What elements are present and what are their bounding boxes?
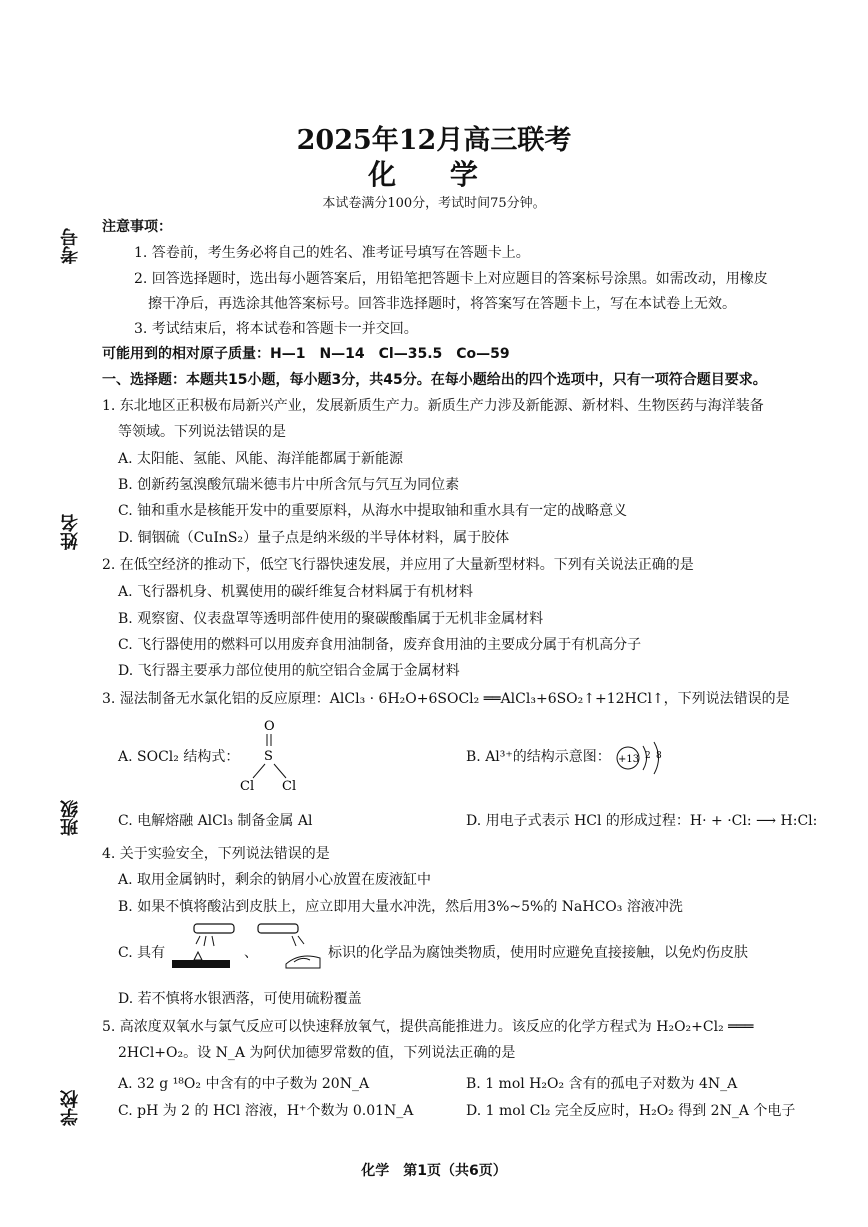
struct-atom-o: O xyxy=(264,719,275,734)
option-d: D. 若不慎将水银洒落，可使用硫粉覆盖 xyxy=(118,991,362,1007)
corrosive-surface-icon xyxy=(170,922,240,970)
option-b: B. 创新药氢溴酸氘瑞米德韦片中所含氘与氕互为同位素 xyxy=(118,477,460,493)
al3-ion-diagram xyxy=(612,738,672,778)
nucleus-charge: +13 xyxy=(618,754,640,765)
notice-item: 擦干净后，再选涂其他答案标号。回答非选择题时，将答案写在答题卡上，写在本试卷上无效。 xyxy=(148,296,736,312)
option-b: B. 观察窗、仪表盘罩等透明部件使用的聚碳酸酯属于无机非金属材料 xyxy=(118,611,544,627)
side-label-name: 姓名 xyxy=(60,514,81,550)
notice-heading: 注意事项： xyxy=(102,219,172,235)
option-c-prefix: C. 具有 xyxy=(118,945,166,961)
question-stem: 2. 在低空经济的推动下，低空飞行器快速发展，并应用了大量新型材料。下列有关说法正确的是 xyxy=(102,557,694,573)
notice-item: 3. 考试结束后，将本试卷和答题卡一并交回。 xyxy=(134,321,418,337)
exam-title: 2025年12月高三联考 xyxy=(296,125,572,156)
exam-subtitle: 本试卷满分100分，考试时间75分钟。 xyxy=(322,196,546,211)
option-d: D. 用电子式表示 HCl 的形成过程：H· + ·Cl: ⟶ H:Cl: xyxy=(466,813,818,829)
option-d: D. 飞行器主要承力部位使用的航空铝合金属于金属材料 xyxy=(118,663,460,679)
section-heading: 一、选择题：本题共15小题，每小题3分，共45分。在每小题给出的四个选项中，只有一项符合题目要求。 xyxy=(102,372,767,388)
option-d: D. 铜铟硫（CuInS₂）量子点是纳米级的半导体材料，属于胶体 xyxy=(118,530,510,546)
question-stem: 5. 高浓度双氧水与氯气反应可以快速释放氧气，提供高能推进力。该反应的化学方程式为 H₂O₂+Cl₂ ═══ xyxy=(102,1019,754,1035)
option-c: C. 飞行器使用的燃料可以用废弃食用油制备，废弃食用油的主要成分属于有机高分子 xyxy=(118,637,642,653)
option-a: A. 飞行器机身、机翼使用的碳纤维复合材料属于有机材料 xyxy=(118,584,474,600)
option-a: A. 太阳能、氢能、风能、海洋能都属于新能源 xyxy=(118,451,404,467)
option-c-text: 标识的化学品为腐蚀类物质，使用时应避免直接接触，以免灼伤皮肤 xyxy=(328,945,748,961)
notice-item: 2. 回答选择题时，选出每小题答案后，用铅笔把答题卡上对应题目的答案标号涂黑。如需改动，用橡皮 xyxy=(134,271,768,287)
subject-title: 化 学 xyxy=(368,158,500,191)
side-label-school: 学校 xyxy=(60,1090,81,1126)
socl2-structure-diagram xyxy=(236,716,306,796)
option-a: A. 32 g ¹⁸O₂ 中含有的中子数为 20N_A xyxy=(118,1076,370,1092)
struct-atom-cl: Cl xyxy=(240,779,255,794)
option-c-separator: 、 xyxy=(244,945,258,961)
option-c: C. 铀和重水是核能开发中的重要原料，从海水中提取铀和重水具有一定的战略意义 xyxy=(118,503,628,519)
option-c: C. pH 为 2 的 HCl 溶液，H⁺个数为 0.01N_A xyxy=(118,1103,414,1119)
question-stem: 2HCl+O₂。设 N_A 为阿伏加德罗常数的值，下列说法正确的是 xyxy=(118,1045,516,1061)
shell-electrons: 2 xyxy=(645,751,651,761)
corrosive-hand-icon xyxy=(256,922,326,970)
side-label-exam-number: 考号 xyxy=(60,228,81,264)
page-footer: 化学 第1页（共6页） xyxy=(361,1163,507,1179)
option-b: B. Al³⁺的结构示意图： xyxy=(466,749,611,765)
option-b: B. 1 mol H₂O₂ 含有的孤电子对数为 4N_A xyxy=(466,1076,738,1092)
shell-electrons: 8 xyxy=(656,751,662,761)
struct-atom-s: S xyxy=(264,749,273,764)
atomic-masses: 可能用到的相对原子质量：H—1 N—14 Cl—35.5 Co—59 xyxy=(102,346,510,362)
option-c: C. 电解熔融 AlCl₃ 制备金属 Al xyxy=(118,813,313,829)
option-a: A. 取用金属钠时，剩余的钠屑小心放置在废液缸中 xyxy=(118,872,432,888)
notice-item: 1. 答卷前，考生务必将自己的姓名、准考证号填写在答题卡上。 xyxy=(134,245,530,261)
side-label-class: 班级 xyxy=(60,800,81,836)
question-stem: 等领域。下列说法错误的是 xyxy=(118,424,286,440)
option-d: D. 1 mol Cl₂ 完全反应时，H₂O₂ 得到 2N_A 个电子 xyxy=(466,1103,796,1119)
struct-atom-cl: Cl xyxy=(282,779,297,794)
question-stem: 3. 湿法制备无水氯化铝的反应原理：AlCl₃ · 6H₂O+6SOCl₂ ══AlCl₃+6SO₂↑+12HCl↑，下列说法错误的是 xyxy=(102,691,790,707)
option-a: A. SOCl₂ 结构式： xyxy=(118,749,240,765)
question-stem: 4. 关于实验安全，下列说法错误的是 xyxy=(102,846,330,862)
option-b: B. 如果不慎将酸沾到皮肤上，应立即用大量水冲洗，然后用3%~5%的 NaHCO₃ 溶液冲洗 xyxy=(118,899,683,915)
question-stem: 1. 东北地区正积极布局新兴产业，发展新质生产力。新质生产力涉及新能源、新材料、生物医药与海洋装备 xyxy=(102,398,764,414)
